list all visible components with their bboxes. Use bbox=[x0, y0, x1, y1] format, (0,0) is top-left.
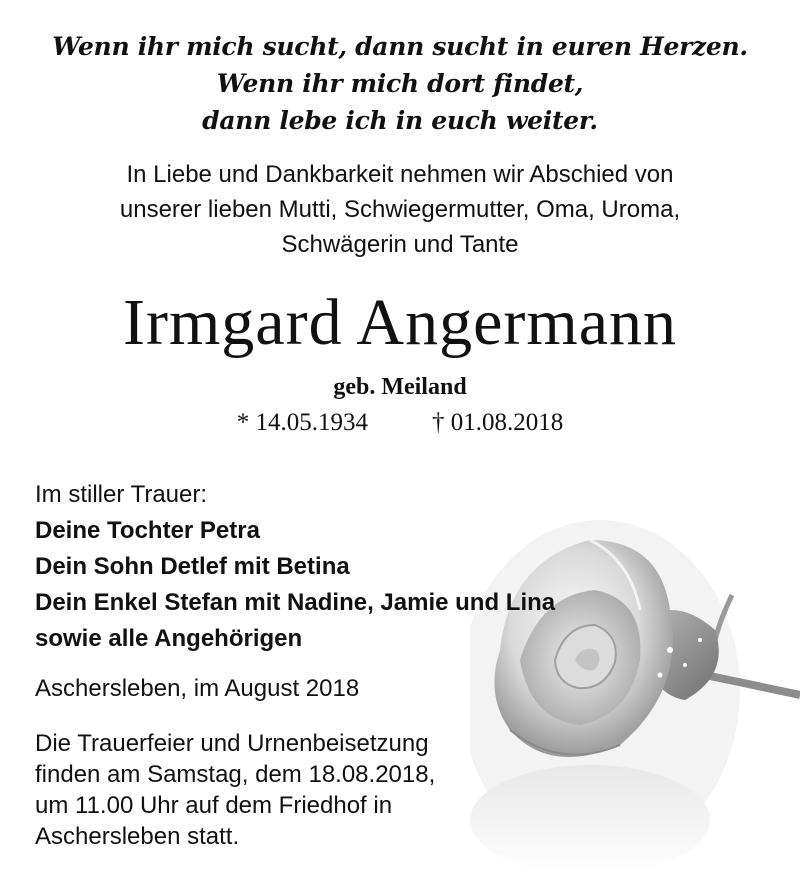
ceremony-line: um 11.00 Uhr auf dem Friedhof in bbox=[35, 792, 393, 819]
mourners-intro: Im stiller Trauer: bbox=[35, 481, 208, 508]
death-date: † 01.08.2018 bbox=[432, 409, 564, 436]
deceased-name: Irmgard Angermann bbox=[123, 286, 677, 359]
life-dates bbox=[0, 406, 800, 440]
intro-line: Schwägerin und Tante bbox=[281, 231, 519, 258]
intro-text bbox=[0, 157, 800, 262]
ceremony-line: finden am Samstag, dem 18.08.2018, bbox=[35, 761, 436, 788]
mourner-line: Dein Sohn Detlef mit Betina bbox=[35, 553, 350, 580]
motto-line: Wenn ihr mich dort findet, bbox=[216, 69, 584, 98]
motto bbox=[0, 28, 800, 139]
mourner-line: Dein Enkel Stefan mit Nadine, Jamie und Lina bbox=[35, 589, 556, 616]
mourners-list bbox=[35, 477, 655, 657]
birth-date: * 14.05.1934 bbox=[236, 409, 368, 436]
ceremony-info bbox=[35, 728, 435, 852]
maiden-name: geb. Meiland bbox=[333, 374, 467, 400]
ceremony-line: Aschersleben statt. bbox=[35, 823, 240, 850]
mourner-line: sowie alle Angehörigen bbox=[35, 625, 303, 652]
intro-line: In Liebe und Dankbarkeit nehmen wir Abschied von bbox=[126, 161, 674, 188]
motto-line: Wenn ihr mich sucht, dann sucht in euren Herzen. bbox=[52, 32, 748, 61]
motto-line: dann lebe ich in euch weiter. bbox=[202, 106, 598, 135]
mourner-line: Deine Tochter Petra bbox=[35, 517, 260, 544]
ceremony-line: Die Trauerfeier und Urnenbeisetzung bbox=[35, 730, 429, 757]
intro-line: unserer lieben Mutti, Schwiegermutter, Oma, Uroma, bbox=[119, 196, 681, 223]
place-date: Aschersleben, im August 2018 bbox=[35, 675, 360, 702]
